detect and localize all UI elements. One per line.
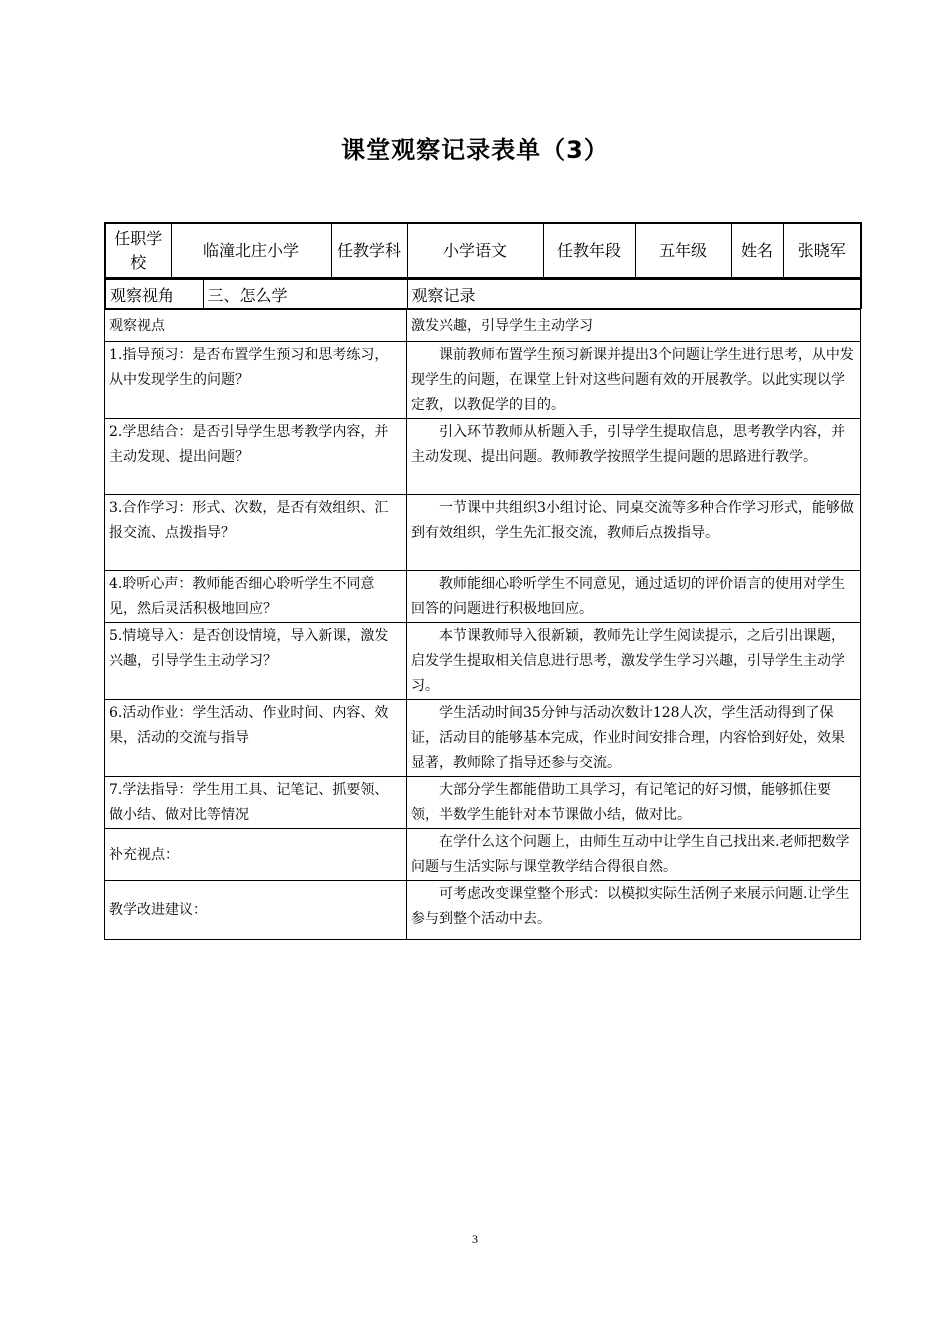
name-value: 张晓军 bbox=[783, 223, 861, 278]
table-row-point: 教学改进建议： bbox=[105, 881, 407, 940]
table-row-record: 在学什么这个问题上，由师生互动中让学生自己找出来.老师把数学问题与生活实际与课堂教学结合得很自然。 bbox=[407, 829, 861, 881]
header-table bbox=[104, 222, 862, 279]
school-label: 任职学校 bbox=[105, 223, 171, 278]
observation-table bbox=[104, 309, 861, 940]
subject-label: 任教学科 bbox=[331, 223, 407, 278]
name-label: 姓名 bbox=[731, 223, 783, 278]
table-row-record: 课前教师布置学生预习新课并提出3个问题让学生进行思考，从中发现学生的问题，在课堂上针对这些问题有效的开展教学。以此实现以学定教，以教促学的目的。 bbox=[407, 342, 861, 419]
table-row-record: 本节课教师导入很新颖，教师先让学生阅读提示，之后引出课题，启发学生提取相关信息进行思考，激发学生学习兴趣，引导学生主动学习。 bbox=[407, 623, 861, 700]
record-label: 观察记录 bbox=[407, 280, 861, 309]
view-angle-label: 观察视角 bbox=[105, 280, 203, 309]
view-angle-value: 三、怎么学 bbox=[203, 280, 407, 309]
table-row-point: 补充视点： bbox=[105, 829, 407, 881]
table-row-point: 5.情境导入：是否创设情境，导入新课，激发兴趣，引导学生主动学习？ bbox=[105, 623, 407, 700]
school-value: 临潼北庄小学 bbox=[171, 223, 331, 278]
view-table bbox=[104, 279, 862, 309]
page-title: 课堂观察记录表单（3） bbox=[341, 136, 609, 164]
grade-value: 五年级 bbox=[635, 223, 731, 278]
table-row-point: 4.聆听心声：教师能否细心聆听学生不同意见，然后灵活积极地回应？ bbox=[105, 571, 407, 623]
grade-label: 任教年段 bbox=[543, 223, 635, 278]
page-number: 3 bbox=[472, 1232, 478, 1246]
table-row-record: 学生活动时间35分钟与活动次数计128人次，学生活动得到了保证，活动目的能够基本完成，作业时间安排合理，内容恰到好处，效果显著，教师除了指导还参与交流。 bbox=[407, 700, 861, 777]
subject-value: 小学语文 bbox=[407, 223, 543, 278]
table-row-point: 观察视点 bbox=[105, 310, 407, 342]
observation-sheet bbox=[104, 222, 860, 940]
table-row-record: 大部分学生都能借助工具学习，有记笔记的好习惯，能够抓住要领，半数学生能针对本节课做小结，做对比。 bbox=[407, 777, 861, 829]
table-row-record: 激发兴趣，引导学生主动学习 bbox=[407, 310, 861, 342]
table-row-point: 2.学思结合：是否引导学生思考教学内容，并主动发现、提出问题？ bbox=[105, 419, 407, 495]
table-row-point: 7.学法指导：学生用工具、记笔记、抓要领、做小结、做对比等情况 bbox=[105, 777, 407, 829]
table-row-point: 1.指导预习：是否布置学生预习和思考练习，从中发现学生的问题？ bbox=[105, 342, 407, 419]
table-row-record: 教师能细心聆听学生不同意见，通过适切的评价语言的使用对学生回答的问题进行积极地回应。 bbox=[407, 571, 861, 623]
table-row-point: 3.合作学习：形式、次数，是否有效组织、汇报交流、点拨指导？ bbox=[105, 495, 407, 571]
table-row-record: 引入环节教师从析题入手，引导学生提取信息，思考教学内容，并主动发现、提出问题。教师教学按照学生提问题的思路进行教学。 bbox=[407, 419, 861, 495]
table-row-record: 一节课中共组织3小组讨论、同桌交流等多种合作学习形式，能够做到有效组织，学生先汇报交流，教师后点拨指导。 bbox=[407, 495, 861, 571]
table-row-record: 可考虑改变课堂整个形式：以模拟实际生活例子来展示问题.让学生参与到整个活动中去。 bbox=[407, 881, 861, 940]
table-row-point: 6.活动作业：学生活动、作业时间、内容、效果，活动的交流与指导 bbox=[105, 700, 407, 777]
